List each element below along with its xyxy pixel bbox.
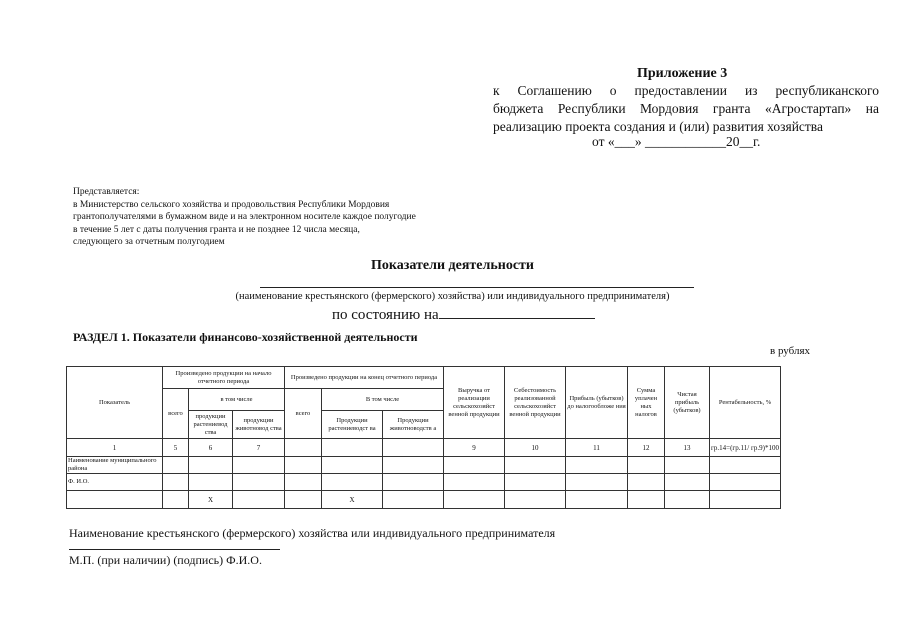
table-cell	[710, 474, 781, 491]
as-of-label: по состоянию на	[332, 307, 439, 323]
table-cell	[163, 457, 189, 474]
header-profit: Прибыль (убытков) до налогообложе ния	[566, 367, 628, 439]
table-row	[67, 491, 781, 509]
table-cell	[322, 474, 383, 491]
footer-org-name: Наименование крестьянского (фермерского) хозяйства или индивидуального предпринимателя	[69, 526, 556, 540]
table-cell	[628, 491, 665, 509]
header-end-livestock: Продукции животноводств а	[383, 411, 444, 439]
header-end-crop: Продукции растениеводст ва	[322, 411, 383, 439]
table-cell	[285, 491, 322, 509]
submission-line: в течение 5 лет с даты получения гранта и не позднее 12 числа месяца,	[73, 224, 360, 235]
table-cell	[444, 491, 505, 509]
header-total: всего	[163, 389, 189, 439]
table-cell	[233, 491, 285, 509]
performance-table	[66, 366, 781, 509]
table-cell	[189, 474, 233, 491]
row-label-fio: Ф. И.О.	[67, 474, 163, 491]
table-row	[67, 474, 781, 491]
appendix-line: к Соглашению о предоставлении из республиканского	[493, 83, 879, 98]
table-cell	[665, 457, 710, 474]
table-cell	[505, 491, 566, 509]
table-cell	[566, 491, 628, 509]
column-number: 13	[665, 439, 710, 457]
header-indicator: Показатель	[67, 367, 163, 439]
column-formula: гр.14=(гр.11/ гр.9)*100	[710, 439, 781, 457]
header-total: всего	[285, 389, 322, 439]
table-cell	[285, 457, 322, 474]
table-cell	[444, 474, 505, 491]
column-number: 9	[444, 439, 505, 457]
appendix-date: от «___» ____________20__г.	[592, 134, 761, 149]
header-including: В том числе	[322, 389, 444, 411]
header-cost: Себестоимость реализованной сельскохозяйст венной продукции	[505, 367, 566, 439]
column-number: 1	[67, 439, 163, 457]
table-cell	[665, 474, 710, 491]
table-cell	[233, 474, 285, 491]
appendix-line: бюджета Республики Мордовия гранта «Агростартап» на	[493, 101, 879, 116]
column-number: 12	[628, 439, 665, 457]
table-cell	[566, 457, 628, 474]
table-cell	[163, 474, 189, 491]
appendix-title: Приложение 3	[637, 66, 728, 81]
column-number	[383, 439, 444, 457]
header-revenue: Выручка от реализации сельскохозяйст венной продукции	[444, 367, 505, 439]
header-profitability: Рентабельность, %	[710, 367, 781, 439]
row-label-municipal: Наименование муниципального района	[67, 457, 163, 474]
submission-line: Представляется:	[73, 187, 140, 197]
column-number	[322, 439, 383, 457]
table-cell	[163, 491, 189, 509]
table-row	[67, 457, 781, 474]
section-title: РАЗДЕЛ 1. Показатели финансово-хозяйственной деятельности	[73, 330, 418, 344]
appendix-line: реализацию проекта создания и (или) развития хозяйства	[493, 119, 823, 134]
table-cell	[628, 474, 665, 491]
column-number	[285, 439, 322, 457]
table-cell	[285, 474, 322, 491]
page-title: Показатели деятельности	[371, 258, 534, 273]
column-number: 11	[566, 439, 628, 457]
table-cell	[444, 457, 505, 474]
number-row	[67, 439, 781, 457]
table-cell	[710, 491, 781, 509]
name-caption: (наименование крестьянского (фермерского) хозяйства) или индивидуального предпринимателя)	[235, 291, 670, 302]
header-taxes: Сумма уплачен ных налогов	[628, 367, 665, 439]
table-cell	[505, 474, 566, 491]
submission-line: грантополучателями в бумажном виде и на электронном носителе каждое полугодие	[73, 212, 416, 223]
submission-line: следующего за отчетным полугодием	[73, 237, 225, 248]
header-start-livestock: продукции животновод ства	[233, 411, 285, 439]
table-cell	[383, 457, 444, 474]
x-mark: Х	[322, 491, 383, 509]
column-number: 10	[505, 439, 566, 457]
header-start-crop: продукции растениевод ства	[189, 411, 233, 439]
header-including: в том числе	[189, 389, 285, 411]
header-group-end: Произведено продукции на конец отчетного периода	[285, 367, 444, 389]
signature-line	[69, 549, 280, 550]
as-of-blank	[439, 304, 595, 319]
table-cell	[665, 491, 710, 509]
submission-line: в Министерство сельского хозяйства и продовольствия Республики Мордовия	[73, 199, 390, 210]
header-net-profit: Чистая прибыль (убытков)	[665, 367, 710, 439]
name-underline	[260, 287, 694, 288]
submission-note	[73, 186, 416, 249]
column-number: 5	[163, 439, 189, 457]
table-cell	[233, 457, 285, 474]
column-number: 6	[189, 439, 233, 457]
table-cell	[566, 474, 628, 491]
table-cell	[322, 457, 383, 474]
table-cell	[505, 457, 566, 474]
table-cell	[383, 491, 444, 509]
table-cell	[67, 491, 163, 509]
table-cell	[383, 474, 444, 491]
footer-signature: М.П. (при наличии) (подпись) Ф.И.О.	[69, 553, 262, 567]
table-cell	[189, 457, 233, 474]
table-cell	[628, 457, 665, 474]
currency-note: в рублях	[770, 345, 811, 357]
column-number: 7	[233, 439, 285, 457]
as-of-date	[332, 304, 595, 324]
header-group-start: Произведено продукции на начало отчетного периода	[163, 367, 285, 389]
table-cell	[710, 457, 781, 474]
x-mark: Х	[189, 491, 233, 509]
